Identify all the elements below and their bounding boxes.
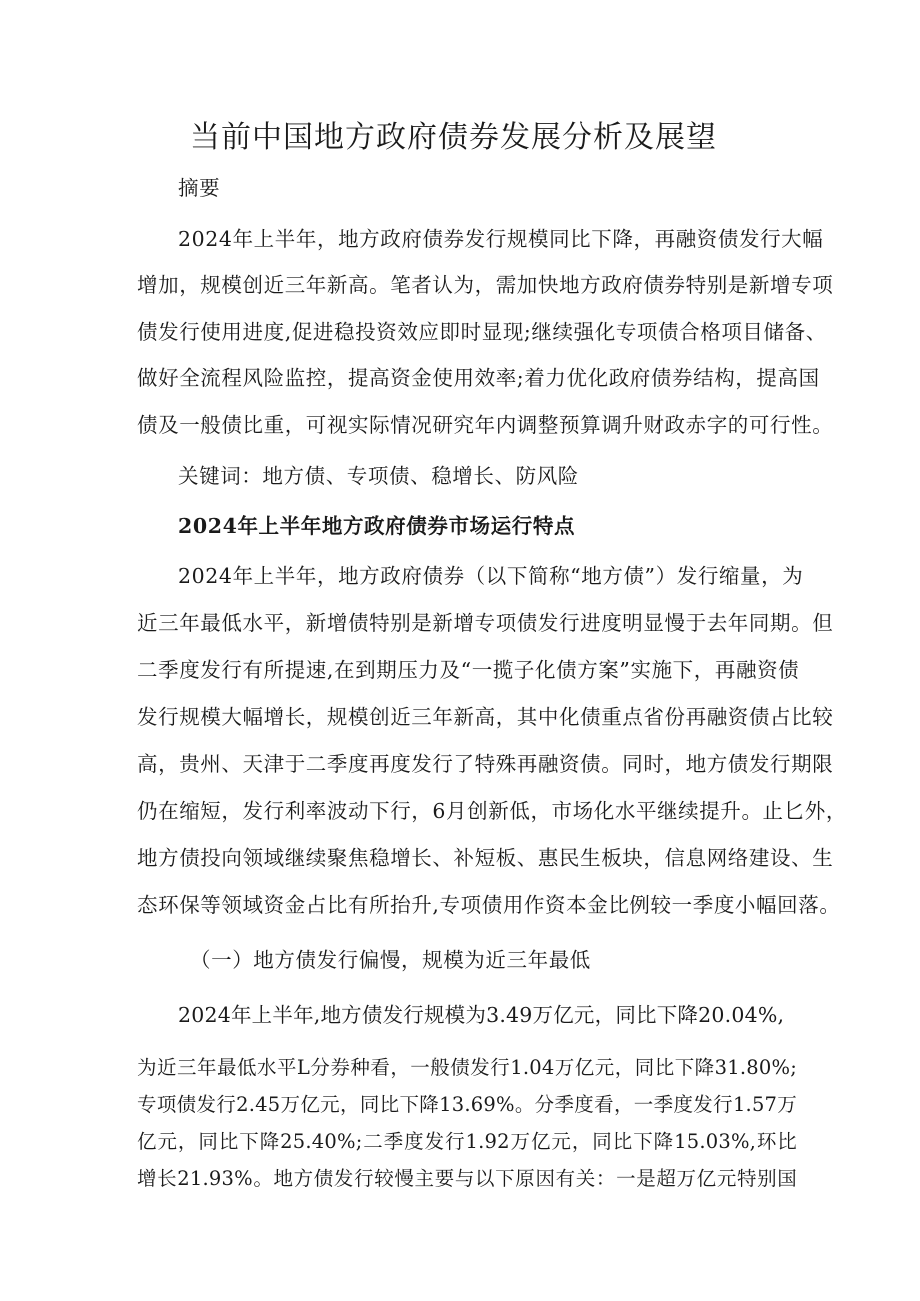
body-line: 仍在缩短，发行利率波动下行，6月创新低，市场化水平继续提升。止匕外， [137, 799, 847, 823]
body-line: 发行规模大幅增长，规模创近三年新高，其中化债重点省份再融资债占比较 [137, 705, 834, 729]
body-line: 二季度发行有所提速,在到期压力及“一揽子化债方案”实施下，再融资债 [137, 658, 800, 682]
section-heading: 2024年上半年地方政府债券市场运行特点 [178, 514, 576, 538]
body-line: 2024年上半年，地方政府债券（以下简称“地方债”）发行缩量，为 [178, 564, 804, 588]
body-line: 地方债投向领域继续聚焦稳增长、补短板、惠民生板块，信息网络建设、生 [137, 846, 834, 870]
abstract-line: 做好全流程风险监控，提高资金使用效率;着力优化政府债券结构，提高国 [137, 366, 820, 390]
body-line: 近三年最低水平，新增债特别是新增专项债发行进度明显慢于去年同期。但 [137, 611, 834, 635]
body-line: 增长21.93%。地方债发行较慢主要与以下原因有关：一是超万亿元特别国 [137, 1167, 797, 1190]
body-line: 为近三年最低水平L分券种看，一般债发行1.04万亿元，同比下降31.80%; [137, 1056, 797, 1079]
abstract-line: 2024年上半年，地方政府债券发行规模同比下降，再融资债发行大幅 [178, 227, 824, 251]
subsection-heading: （一）地方债发行偏慢，规模为近三年最低 [190, 948, 591, 972]
keywords: 关键词：地方债、专项债、稳增长、防风险 [178, 464, 579, 488]
body-line: 态环保等领域资金占比有所抬升,专项债用作资本金比例较一季度小幅回落。 [137, 893, 841, 917]
body-line: 2024年上半年,地方债发行规模为3.49万亿元，同比下降20.04%, [178, 1003, 785, 1027]
abstract-heading: 摘要 [178, 176, 221, 200]
body-line: 专项债发行2.45万亿元，同比下降13.69%。分季度看，一季度发行1.57万 [137, 1093, 797, 1116]
abstract-line: 债发行使用进度,促进稳投资效应即时显现;继续强化专项债合格项目储备、 [137, 320, 827, 344]
page-title: 当前中国地方政府债券发展分析及展望 [190, 120, 717, 155]
body-line: 亿元，同比下降25.40%;二季度发行1.92万亿元，同比下降15.03%,环比 [137, 1130, 797, 1153]
body-line: 高，贵州、天津于二季度再度发行了特殊再融资债。同时，地方债发行期限 [137, 752, 834, 776]
abstract-line: 增加，规模创近三年新高。笔者认为，需加快地方政府债券特别是新增专项 [137, 273, 834, 297]
abstract-line: 债及一般债比重，可视实际情况研究年内调整预算调升财政赤字的可行性。 [137, 413, 834, 437]
